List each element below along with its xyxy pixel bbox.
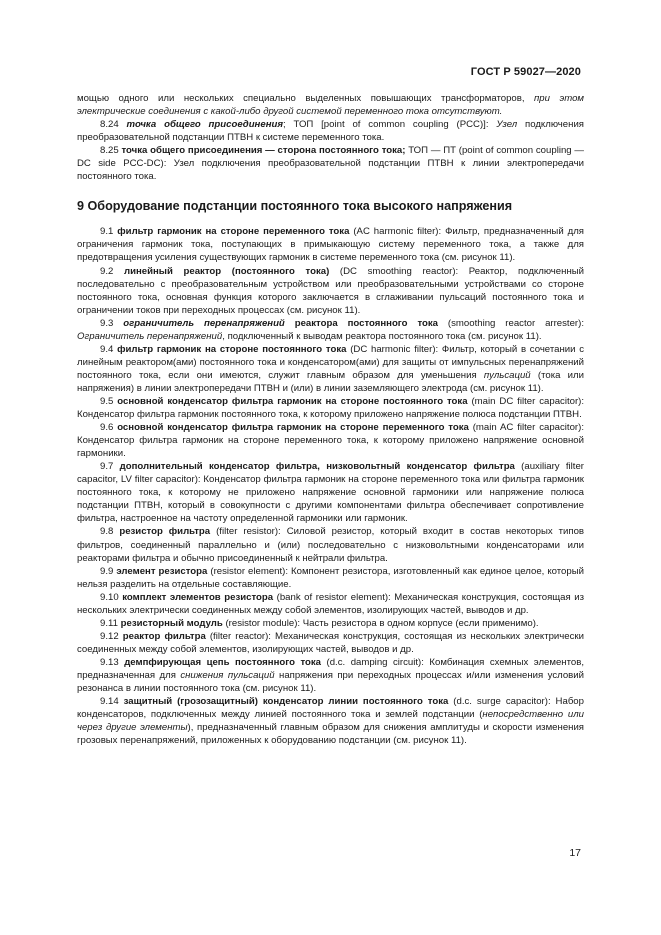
definition-9-12 xyxy=(77,630,584,656)
definition-text: (smoothing reactor arrester): xyxy=(438,317,584,329)
italic-text: пульсаций xyxy=(483,369,531,381)
definition-text: (main DC filter capacitor): Конденсатор фильтра гармоник постоянного тока, к которому приложено напряжение полюса подстанции ПТВН. xyxy=(77,395,585,421)
definition-9-10 xyxy=(77,591,584,617)
term: ограничитель перенапряжений xyxy=(123,317,285,329)
definition-9-5 xyxy=(77,395,584,421)
definition-text: ; ТОП [point of common coupling (PCC)]: xyxy=(283,119,497,131)
term: основной конденсатор фильтра гармоник на стороне переменного тока xyxy=(117,422,469,434)
definition-9-6 xyxy=(77,421,584,460)
clause-number: 9.6 xyxy=(100,422,114,434)
clause-number: 9.9 xyxy=(100,565,114,577)
term: резистор фильтра xyxy=(119,526,211,538)
clause-number: 9.7 xyxy=(100,461,114,473)
continued-paragraph xyxy=(77,92,584,118)
definition-8-24 xyxy=(77,118,584,144)
term: защитный (грозозащитный) конденсатор линии постоянного тока xyxy=(123,696,449,708)
page-number: 17 xyxy=(569,847,581,859)
definition-text: (тока или напряжения) в линии электропередачи ПТВН и (или) в линии заземляющего электрода (см. рисунок 11). xyxy=(77,369,584,394)
clause-number: 8.24 xyxy=(100,119,119,131)
definition-9-11 xyxy=(77,617,584,630)
clause-number: 9.11 xyxy=(100,617,118,629)
term: элемент резистора xyxy=(116,565,208,577)
section-heading: 9 Оборудование подстанции постоянного тока высокого напряжения xyxy=(77,199,513,214)
term: дополнительный конденсатор фильтра, низковольтный конденсатор фильтра xyxy=(119,461,515,473)
clause-number: 9.8 xyxy=(100,526,114,538)
clause-number: 9.14 xyxy=(100,696,119,708)
definition-text: подключения преобразовательной подстанции ПТВН к системе переменного тока. xyxy=(77,119,584,144)
clause-number: 9.4 xyxy=(100,343,114,355)
definition-text: (resistor module): Часть резистора в одном корпусе (если применимо). xyxy=(222,617,539,629)
clause-number: 9.1 xyxy=(100,226,114,238)
definition-text: (d.c. damping circuit): Комбинация схемных элементов, предназначенная для xyxy=(77,656,584,681)
clause-number: 9.13 xyxy=(100,656,119,668)
definition-text: (DC smoothing reactor): Реактор, подключенный последовательно с преобразовательным устройством или преобразовательными устройствами со стороне постоянного тока, основная функция которого заключается в сглаживании пульсаций постоянного тока и ограничении токов при переходных процессах (см. рисунок 11). xyxy=(77,265,584,316)
clause-number: 9.2 xyxy=(100,265,114,277)
clause-number: 9.10 xyxy=(100,591,119,603)
definition-text: (bank of resistor element): Механическая конструкция, состоящая из нескольких электрически соединенных между собой элементов, изолирующих частей, выводов и др. xyxy=(77,591,585,616)
definition-text: ТОП — ПТ (point of common coupling — DC side PCC-DC): Узел подключения преобразовательной подстанции ПТВН к линии электропередачи постоянного тока. xyxy=(77,145,585,183)
italic-text: непосредственно или через другие элементы xyxy=(77,709,584,734)
italic-text: снижения пульсаций xyxy=(180,669,275,681)
term: реактора постоянного тока xyxy=(284,317,439,329)
definition-text: (resistor element): Компонент резистора, изготовленный как единое целое, который нельзя разделить на отдельные составляющие. xyxy=(77,565,584,590)
italic-text: при этом электрические соединения с какой-либо другой системой переменного тока отсутствуют. xyxy=(77,93,584,118)
term: точка общего присоединения — сторона постоянного тока; xyxy=(121,145,406,157)
definition-text: (filter reactor): Механическая конструкция, состоящая из нескольких электрически соединенных между собой элементов, изолирующих частей, выводов и др. xyxy=(77,630,584,655)
definition-text: , подключенный к выводам реактора постоянного тока (см. рисунок 11). xyxy=(222,330,542,342)
definition-9-4 xyxy=(77,343,584,395)
definition-text: напряжения при переходных процессах и/или изменения условий резонанса в линии постоянного тока (см. рисунок 11). xyxy=(77,669,584,695)
definition-text: (auxiliary filter capacitor, LV filter capacitor): Конденсатор фильтра гармоник на стороне переменного тока или фильтра гармоник постоянного тока, к которому не приложено напряжение основной гармоники или напряжение полюса подстанции ПТВН, который в совокупности с другими компонентами фильтра обеспечивает сопротивление фильтра, настроенное на частоту определенной гармоники или гармоник. xyxy=(77,461,584,525)
definition-text: (AC harmonic filter): Фильтр, предназначенный для ограничения гармоник тока, поступающих в примыкающую систему переменного тока, а также для предотвращения усиления существующих гармоник в системе переменного тока (см. рисунок 11). xyxy=(77,226,584,264)
definition-9-1 xyxy=(77,225,584,264)
definition-8-25 xyxy=(77,144,584,183)
definition-9-14 xyxy=(77,695,584,747)
definition-9-2 xyxy=(77,265,584,317)
clause-number: 8.25 xyxy=(100,145,119,157)
italic-text: Ограничитель перенапряжений xyxy=(77,330,223,342)
definition-text: (main AC filter capacitor): Конденсатор фильтра гармоник на стороне переменного тока, к которому приложено напряжение основной гармоники. xyxy=(77,422,584,460)
definition-9-7 xyxy=(77,460,584,525)
definition-9-8 xyxy=(77,525,584,564)
clause-number: 9.5 xyxy=(100,395,114,407)
term: фильтр гармоник на стороне постоянного тока xyxy=(117,343,347,355)
term: демпфирующая цепь постоянного тока xyxy=(124,656,322,668)
term: линейный реактор (постоянного тока) xyxy=(123,265,330,277)
term: комплект элементов резистора xyxy=(122,591,274,603)
definition-9-9 xyxy=(77,565,584,591)
definition-text: ), предназначенный главным образом для снижения амплитуды и скорости изменения грозовых перенапряжений, приложенных к оборудованию подстанции (см. рисунок 11). xyxy=(77,722,585,747)
definition-text: (filter resistor): Силовой резистор, который входит в состав некоторых типов фильтров, соединенный параллельно и (или) последовательно с низковольтными конденсаторами или реакторами фильтра и обычно присоединенный к нейтрали фильтра. xyxy=(77,526,584,564)
clause-number: 9.3 xyxy=(100,317,114,329)
term: резисторный модуль xyxy=(120,617,223,629)
definition-text: (DC harmonic filter): Фильтр, который в сочетании с линейным реактором(ами) постоянного тока и конденсатором(ами) для защиты от импульсных перенапряжений постоянного тока, если они имеются, служит главным образом для уменьшения xyxy=(77,343,585,381)
definition-9-13 xyxy=(77,656,584,695)
clause-number: 9.12 xyxy=(100,630,119,642)
term: основной конденсатор фильтра гармоник на стороне постоянного тока xyxy=(117,395,468,407)
italic-text: Узел xyxy=(496,119,518,131)
page-header: ГОСТ Р 59027—2020 xyxy=(470,66,581,78)
definition-9-3 xyxy=(77,317,584,343)
document-body xyxy=(77,92,584,747)
term: точка общего присоединения xyxy=(126,119,283,131)
definition-text: (d.c. surge capacitor): Набор конденсаторов, подключенных между линией постоянного тока и землей подстанции ( xyxy=(77,696,584,721)
term: реактор фильтра xyxy=(122,630,206,642)
paragraph-text: мощью одного или нескольких специально выделенных повышающих трансформаторов, xyxy=(77,93,535,104)
term: фильтр гармоник на стороне переменного тока xyxy=(117,226,350,238)
